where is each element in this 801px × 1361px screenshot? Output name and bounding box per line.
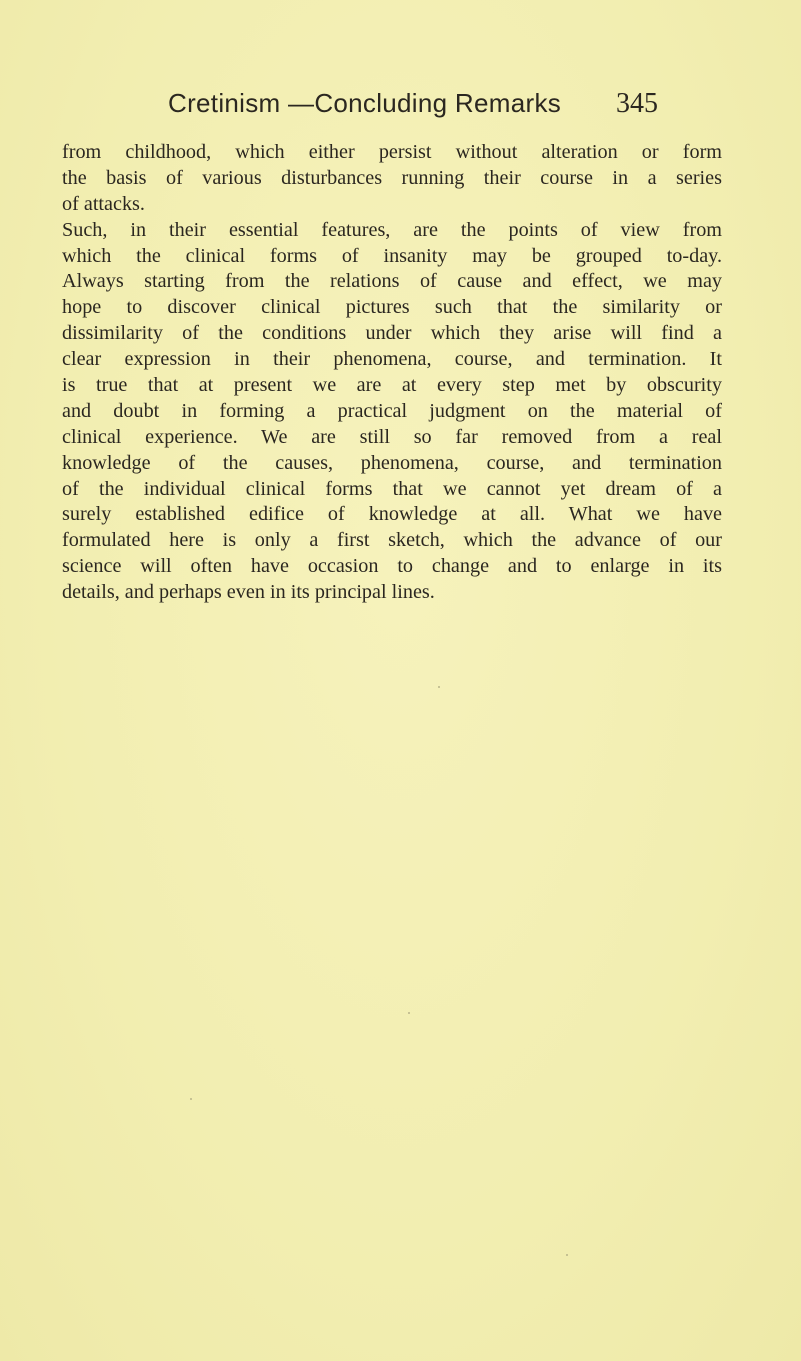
text-line: is true that at present we are at every step met by obscurity <box>62 374 722 397</box>
text-line: science will often have occasion to change and to enlarge in its <box>62 555 722 578</box>
paper-speck <box>566 1254 568 1256</box>
text-line: details, and perhaps even in its principal lines. <box>62 581 435 604</box>
text-line: the basis of various disturbances running their course in a series <box>62 166 722 189</box>
running-title: Cretinism —Concluding Remarks <box>168 88 562 118</box>
text-line: from childhood, which either persist without alteration or form <box>62 141 722 163</box>
text-line: Always starting from the relations of cause and effect, we may <box>62 270 722 293</box>
paper-speck <box>438 686 440 688</box>
text-line: of attacks. <box>62 192 145 215</box>
text-line: which the clinical forms of insanity may be grouped to-day. <box>62 244 722 267</box>
text-line: knowledge of the causes, phenomena, course, and termination <box>62 451 722 474</box>
text-line: clear expression in their phenomena, course, and termination. It <box>62 348 722 371</box>
text-line: hope to discover clinical pictures such that the similarity or <box>62 296 722 319</box>
paper-speck <box>408 1012 410 1014</box>
text-line: surely established edifice of knowledge at all. What we have <box>62 503 722 526</box>
text-line: formulated here is only a first sketch, which the advance of our <box>62 529 722 552</box>
text-line: clinical experience. We are still so far removed from a real <box>62 425 722 448</box>
paper-speck <box>190 1098 192 1100</box>
text-line: dissimilarity of the conditions under which they arise will find a <box>62 322 722 345</box>
text-line: of the individual clinical forms that we cannot yet dream of a <box>62 477 722 500</box>
text-line: and doubt in forming a practical judgment on the material of <box>62 399 722 422</box>
page-number: 345 <box>616 88 658 119</box>
running-head <box>168 88 708 128</box>
body-text <box>62 140 722 606</box>
text-line: Such, in their essential features, are the points of view from <box>62 218 722 241</box>
